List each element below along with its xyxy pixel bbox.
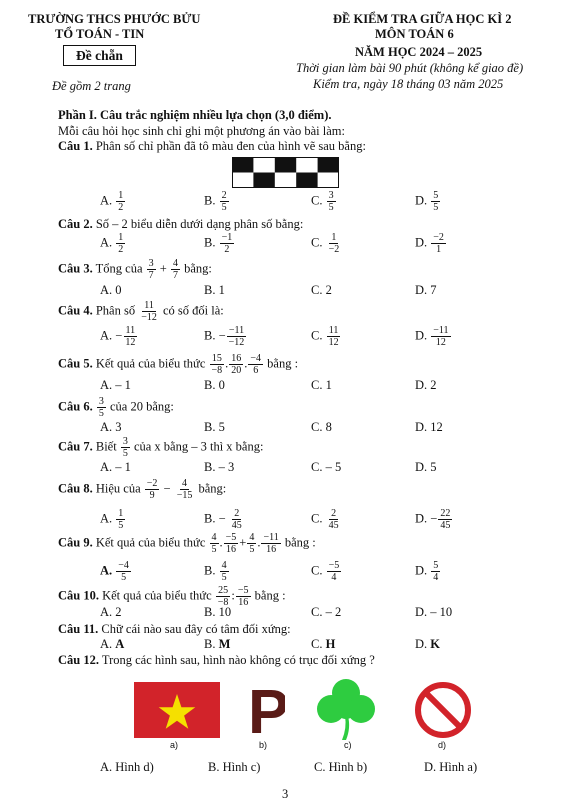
question-11: Câu 11. Chữ cái nào sau đây có tâm đối xứng: [58,622,291,636]
question-1: Câu 1. Phân số chỉ phần đã tô màu đen của hình vẽ sau bằng: [58,139,366,153]
q7-option-b: B. – 3 [204,460,235,474]
q1-option-c: C. $\frac{3}{5}$ [311,190,334,213]
caption-b: b) [259,740,268,750]
q10-option-b: B. 10 [204,605,232,619]
q9-option-b: B. $\frac{4}{5}$ [204,560,227,583]
q4-option-d: D. $\frac{-11}{12}$ [415,325,449,348]
q12-option-d: D. Hình a) [424,760,478,774]
q1-option-d: D. $\frac{5}{5}$ [415,190,439,213]
figure-c-clover [314,676,378,746]
school-year: NĂM HỌC 2024 – 2025 [355,45,483,59]
figure-a-vietnam-flag [134,682,220,742]
question-2: Câu 2. Số – 2 biểu diễn dưới dạng phân số bằng: [58,217,304,231]
q7-option-c: C. – 5 [311,460,342,474]
q2-option-a: A. $\frac{1}{2}$ [100,232,124,255]
question-5: Câu 5. Kết quả của biểu thức $\frac{15}{-8}$ . $\frac{16}{20}$ . $\frac{-4}{6}$ bằng : [58,353,299,376]
q9-option-c: C. $\frac{-5}{4}$ [311,560,340,583]
question-10: Câu 10. Kết quả của biểu thức $\frac{25}{-8}$ : $\frac{-5}{16}$ bằng : [58,585,286,608]
q2-option-c: C. $\frac{1}{-2}$ [311,232,340,255]
q11-option-a: A. A [100,637,125,651]
letter-p-icon [247,680,285,738]
q8-option-a: A. $\frac{1}{5}$ [100,508,124,531]
question-7: Câu 7. Biết $\frac{3}{5}$ của x bằng – 3 thì x bằng: [58,436,264,459]
exam-tag-box [63,48,136,64]
figure-d-prohibition-sign [413,680,473,744]
q7-option-d: D. 5 [415,460,437,474]
q3-option-a: A. 0 [100,283,122,297]
figure-b-letter-p [247,680,285,742]
question-12: Câu 12. Trong các hình sau, hình nào không có trục đối xứng ? [58,653,375,667]
question-8: Câu 8. Hiệu của $\frac{-2}{9}$ − $\frac{4}{-15}$ bằng: [58,478,227,501]
caption-a: a) [170,740,179,750]
q2-option-b: B. $\frac{-1}{2}$ [204,232,233,255]
q9-option-a: A. $\frac{-4}{5}$ [100,560,129,583]
q4-option-b: B. − $\frac{-11}{-12}$ [204,325,245,348]
q10-option-c: C. – 2 [311,605,342,619]
checker-figure [232,157,339,192]
department: TỔ TOÁN - TIN [55,27,145,41]
q12-option-b: B. Hình c) [208,760,261,774]
clover-icon [314,676,378,742]
school-name: TRƯỜNG THCS PHƯỚC BỬU [28,12,201,26]
pages-note: Đề gồm 2 trang [52,79,131,93]
flag-icon [134,682,220,738]
q4-option-c: C. $\frac{11}{12}$ [311,325,339,348]
caption-d: d) [438,740,447,750]
q3-option-c: C. 2 [311,283,332,297]
q5-option-b: B. 0 [204,378,225,392]
q6-option-a: A. 3 [100,420,122,434]
part1-title: Phần I. Câu trắc nghiệm nhiều lựa chọn (3,0 điểm). [58,108,332,122]
question-4: Câu 4. Phân số $\frac{11}{-12}$ có số đối là: [58,300,224,323]
q11-option-c: C. H [311,637,336,651]
page-number: 3 [282,787,289,801]
question-6: Câu 6. $\frac{3}{5}$ của 20 bằng: [58,396,174,419]
q12-option-c: C. Hình b) [314,760,368,774]
q5-option-c: C. 1 [311,378,332,392]
q5-option-d: D. 2 [415,378,437,392]
q11-option-d: D. K [415,637,441,651]
q2-option-d: D. $\frac{-2}{1}$ [415,232,444,255]
q8-option-c: C. $\frac{2}{45}$ [311,508,339,531]
q8-option-d: D. − $\frac{22}{45}$ [415,508,451,531]
exam-date: Kiểm tra, ngày 18 tháng 03 năm 2025 [313,77,504,91]
q10-option-d: D. – 10 [415,605,453,619]
q3-option-d: D. 7 [415,283,437,297]
q1-option-b: B. $\frac{2}{5}$ [204,190,227,213]
q5-option-a: A. – 1 [100,378,131,392]
prohibition-icon [413,680,473,740]
part1-instruction: Mỗi câu hỏi học sinh chỉ ghi một phương án vào bài làm: [58,124,345,138]
q8-option-b: B. − $\frac{2}{45}$ [204,508,242,531]
q7-option-a: A. – 1 [100,460,131,474]
exam-title: ĐỀ KIỂM TRA GIỮA HỌC KÌ 2 [333,12,512,26]
question-3: Câu 3. Tổng của $\frac{3}{7}$ + $\frac{4}{7}$ bằng: [58,258,212,281]
checkerboard [232,157,339,188]
q11-option-b: B. M [204,637,231,651]
q1-option-a: A. $\frac{1}{2}$ [100,190,124,213]
q3-option-b: B. 1 [204,283,225,297]
q12-option-a: A. Hình d) [100,760,154,774]
question-9: Câu 9. Kết quả của biểu thức $\frac{4}{5}$ . $\frac{-5}{16}$ + $\frac{4}{5}$ . $\frac{-11}{16}$ bằng : [58,532,316,555]
q6-option-c: C. 8 [311,420,332,434]
q4-option-a: A. − $\frac{11}{12}$ [100,325,136,348]
q9-option-d: D. $\frac{5}{4}$ [415,560,439,583]
duration: Thời gian làm bài 90 phút (không kể giao đề) [296,61,524,75]
exam-tag: Đề chẵn [63,45,136,66]
q6-option-b: B. 5 [204,420,225,434]
caption-c: c) [344,740,352,750]
subject: MÔN TOÁN 6 [375,27,454,41]
letter-p-glyph: P [248,680,285,738]
q6-option-d: D. 12 [415,420,443,434]
q10-option-a: A. 2 [100,605,122,619]
